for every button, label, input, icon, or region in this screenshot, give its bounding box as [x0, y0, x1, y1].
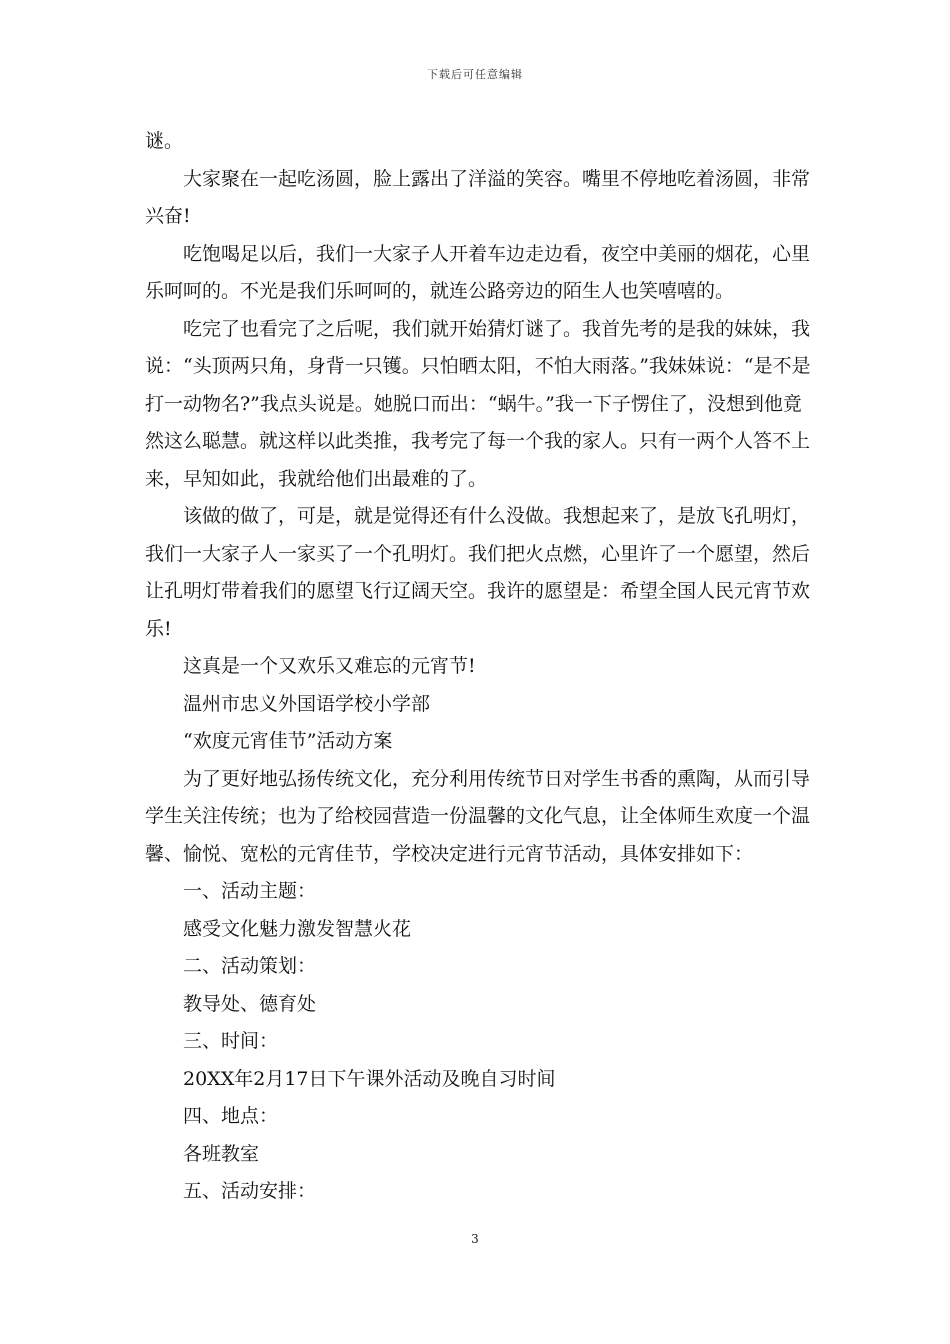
section-content-location: 各班教室 [183, 1142, 260, 1165]
paragraph-4: 该做的做了，可是，就是觉得还有什么没做。我想起来了，是放飞孔明灯，我们一大家子人一家买了一个孔明灯。我们把火点燃，心里许了一个愿望，然后让孔明灯带着我们的愿望飞行辽阔天空。我许的愿望是：希望全国人民元宵节欢乐! [145, 505, 811, 640]
section-heading-theme: 一、活动主题： [183, 880, 317, 902]
page-number: 3 [471, 1232, 479, 1246]
school-name: 温州市忠义外国语学校小学部 [183, 692, 431, 715]
plan-title: “欢度元宵佳节”活动方案 [183, 730, 393, 752]
paragraph-3: 吃完了也看完了之后呢，我们就开始猜灯谜了。我首先考的是我的妹妹，我说：“头顶两只角，身背一只镬。只怕晒太阳，不怕大雨落。”我妹妹说：“是不是打一动物名?”我点头说是。她脱口而出：“蜗牛。”我一下子愣住了，没想到他竟然这么聪慧。就这样以此类推，我考完了每一个我的家人。只有一两个人答不上来，早知如此，我就给他们出最难的了。 [145, 317, 811, 490]
section-heading-location: 四、地点： [183, 1105, 279, 1127]
section-content-theme: 感受文化魅力激发智慧火花 [183, 917, 412, 940]
paragraph-5: 这真是一个又欢乐又难忘的元宵节! [183, 655, 476, 677]
section-content-time: 20XX年2月17日下午课外活动及晚自习时间 [183, 1067, 556, 1090]
document-body [145, 123, 820, 1211]
paragraph-1: 大家聚在一起吃汤圆，脸上露出了洋溢的笑容。嘴里不停地吃着汤圆，非常兴奋! [145, 167, 811, 227]
section-heading-time: 三、时间： [183, 1030, 279, 1052]
paragraph-2: 吃饱喝足以后，我们一大家子人开着车边走边看，夜空中美丽的烟花，心里乐呵呵的。不光是我们乐呵呵的，就连公路旁边的陌生人也笑嘻嘻的。 [145, 242, 811, 302]
section-content-planning: 教导处、德育处 [183, 992, 317, 1015]
paragraph-0: 谜。 [145, 130, 184, 152]
paragraph-8: 为了更好地弘扬传统文化，充分利用传统节日对学生书香的熏陶，从而引导学生关注传统；也为了给校园营造一份温馨的文化气息，让全体师生欢度一个温馨、愉悦、宽松的元宵佳节，学校决定进行元宵节活动，具体安排如下： [145, 767, 811, 865]
section-heading-planning: 二、活动策划： [183, 955, 317, 977]
section-heading-arrangement: 五、活动安排： [183, 1180, 317, 1202]
page-header: 下载后可任意编辑 [427, 68, 523, 81]
